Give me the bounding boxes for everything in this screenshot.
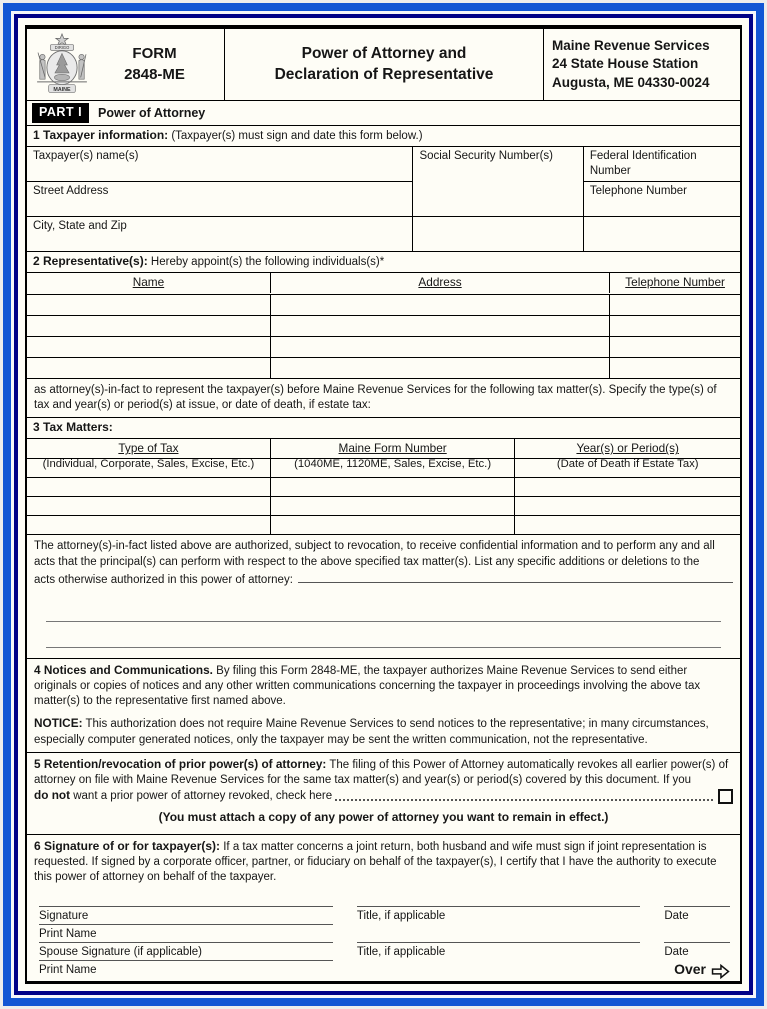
revoke-check-row: do not want a prior power of attorney revoked, check here [34, 788, 733, 804]
representatives-table [27, 273, 740, 379]
rep-name-cell[interactable] [27, 315, 271, 336]
signature-label: Signature [39, 909, 89, 922]
section2-footer-text: as attorney(s)-in-fact to represent the taxpayer(s) before Maine Revenue Services for the following tax matter(s). Specify the type(s) of tax and year(s) or period(s) at issue, or date of death, if estate tax: [27, 379, 740, 418]
spouse-signature-line[interactable] [39, 942, 333, 943]
dotted-leader [335, 799, 713, 801]
section1-heading: 1 Taxpayer information: (Taxpayer(s) must sign and date this form below.) [27, 126, 740, 147]
street-address-field[interactable]: Street Address [27, 182, 413, 217]
svg-text:DIRIGO: DIRIGO [54, 44, 70, 50]
section4-paragraph: 4 Notices and Communications. By filing this Form 2848-ME, the taxpayer authorizes Maine Revenue Services to send either originals or copies of notices and any other written communications concerning the taxpayer in proceedings involving the above tax matter(s) to the representative first named above. [34, 662, 701, 708]
prior-poa-checkbox[interactable] [718, 789, 733, 804]
section5-retention [27, 753, 740, 835]
print-name-label: Print Name [39, 927, 97, 940]
rep-address-cell[interactable] [271, 315, 610, 336]
tax-type-cell[interactable] [27, 515, 271, 534]
signature-area [27, 890, 740, 981]
section5-paragraph: 5 Retention/revocation of prior power(s) of attorney: The filing of this Power of Attorney automatically revokes all earlier power(s) of attorney on file with Maine Revenue Services for the same tax matter(s) and year(s) or period(s) covered by this document. If you [34, 756, 729, 786]
year-period-cell[interactable] [515, 496, 740, 515]
rep-address-cell[interactable] [271, 294, 610, 315]
form-number-cell[interactable] [271, 496, 516, 515]
tax-matters-table [27, 439, 740, 535]
date-label: Date [664, 909, 689, 922]
write-in-line[interactable] [298, 570, 733, 583]
rep-phone-cell[interactable] [610, 357, 740, 378]
section6-signature-text: 6 Signature of or for taxpayer(s): If a tax matter concerns a joint return, both husband and wife must sign if joint representation is requested. If signed by a corporate officer, partner, or fiduciary on behalf of the taxpayer(s), I certify that I have the authority to execute this power of attorney on behalf of the taxpayer. [34, 839, 717, 884]
rep-name-cell[interactable] [27, 336, 271, 357]
title-label: Title, if applicable [356, 909, 446, 922]
title-line[interactable] [357, 942, 640, 943]
signature-line[interactable] [39, 906, 333, 907]
tax-type-cell[interactable] [27, 458, 271, 477]
form-number-cell[interactable] [271, 458, 516, 477]
write-in-lines [34, 588, 733, 658]
tax-type-cell[interactable] [27, 496, 271, 515]
rep-phone-cell[interactable] [610, 294, 740, 315]
year-period-cell[interactable] [515, 477, 740, 496]
frame-gap [11, 11, 756, 998]
print-name-row-2 [39, 960, 730, 979]
print-name-line[interactable] [39, 960, 333, 961]
right-arrow-icon [711, 964, 730, 979]
section3-authorization-text: The attorney(s)-in-fact listed above are authorized, subject to revocation, to receive confidential information and to perform any and all acts that the principal(s) can perform with respect to the above specified tax matter(s). List any specific additions or deletions to the acts otherwise authorized in this power of attorney: [27, 535, 740, 659]
ssn-field[interactable]: Social Security Number(s) [413, 147, 583, 217]
year-period-cell[interactable] [515, 515, 740, 534]
rep-name-cell[interactable] [27, 294, 271, 315]
title-label: Title, if applicable [356, 945, 446, 958]
form-number-cell[interactable] [271, 477, 516, 496]
empty-cell[interactable] [413, 217, 583, 251]
column-header-type-of-tax: Type of Tax (Individual, Corporate, Sales, Excise, Etc.) [27, 439, 271, 472]
print-name-label: Print Name [39, 964, 97, 977]
svg-text:MAINE: MAINE [53, 86, 71, 93]
form-title: Power of Attorney and Declaration of Representative [225, 29, 544, 100]
rep-address-cell[interactable] [271, 336, 610, 357]
part1-title: Power of Attorney [98, 105, 206, 120]
federal-id-field[interactable]: Federal Identification Number [584, 147, 740, 182]
signature-row-1 [39, 906, 730, 924]
header-form-id-cell [27, 29, 225, 100]
form-number: FORM 2848-ME [124, 45, 185, 83]
city-state-zip-field[interactable]: City, State and Zip [27, 217, 413, 251]
column-header-address: Address [271, 273, 610, 293]
column-header-name: Name [27, 273, 271, 293]
part1-bar [27, 101, 740, 126]
rep-address-cell[interactable] [271, 357, 610, 378]
form-2848me [25, 25, 742, 984]
write-in-line[interactable] [46, 596, 721, 622]
inner-navy-frame [14, 14, 753, 995]
telephone-field[interactable]: Telephone Number [584, 182, 740, 217]
taxpayer-info-table [27, 147, 740, 252]
empty-cell[interactable] [584, 217, 740, 251]
section4-notice-paragraph: NOTICE: This authorization does not require Maine Revenue Services to send notices to the representative; in many circumstances, especially computer generated notices, only the taxpayer may be sent the written communication, not the representative. [34, 716, 709, 746]
form-number-cell[interactable] [271, 515, 516, 534]
date-line[interactable] [664, 942, 730, 943]
date-line[interactable] [664, 906, 730, 907]
maine-state-seal-icon [33, 33, 91, 97]
rep-phone-cell[interactable] [610, 336, 740, 357]
section4-notices [27, 659, 740, 753]
year-period-cell[interactable] [515, 458, 740, 477]
rep-name-cell[interactable] [27, 357, 271, 378]
section3-heading: 3 Tax Matters: [27, 418, 740, 439]
outer-blue-frame [3, 3, 764, 1006]
part1-badge: PART I [32, 103, 89, 123]
attach-copy-note: (You must attach a copy of any power of attorney you want to remain in effect.) [158, 810, 609, 825]
additions-deletions-line: acts otherwise authorized in this power of attorney: [34, 570, 733, 588]
write-in-line[interactable] [46, 622, 721, 648]
title-line[interactable] [357, 906, 640, 907]
column-header-telephone: Telephone Number [625, 274, 725, 289]
section2-heading: 2 Representative(s): Hereby appoint(s) the following individuals(s)* [27, 252, 740, 273]
print-name-row-1 [39, 924, 730, 942]
rep-phone-cell[interactable] [610, 315, 740, 336]
print-name-line[interactable] [39, 924, 333, 925]
signature-row-2 [39, 942, 730, 960]
date-label: Date [664, 945, 689, 958]
taxpayer-name-field[interactable]: Taxpayer(s) name(s) [27, 147, 413, 182]
form-header [27, 29, 740, 101]
spouse-signature-label: Spouse Signature (if applicable) [39, 945, 203, 958]
column-header-years-periods: Year(s) or Period(s) (Date of Death if Estate Tax) [556, 441, 699, 470]
tax-type-cell[interactable] [27, 477, 271, 496]
column-header-form-number: Maine Form Number (1040ME, 1120ME, Sales, Excise, Etc.) [271, 439, 516, 472]
over-indicator: Over [664, 960, 730, 979]
agency-address: Maine Revenue Services 24 State House Station Augusta, ME 04330-0024 [552, 38, 710, 90]
